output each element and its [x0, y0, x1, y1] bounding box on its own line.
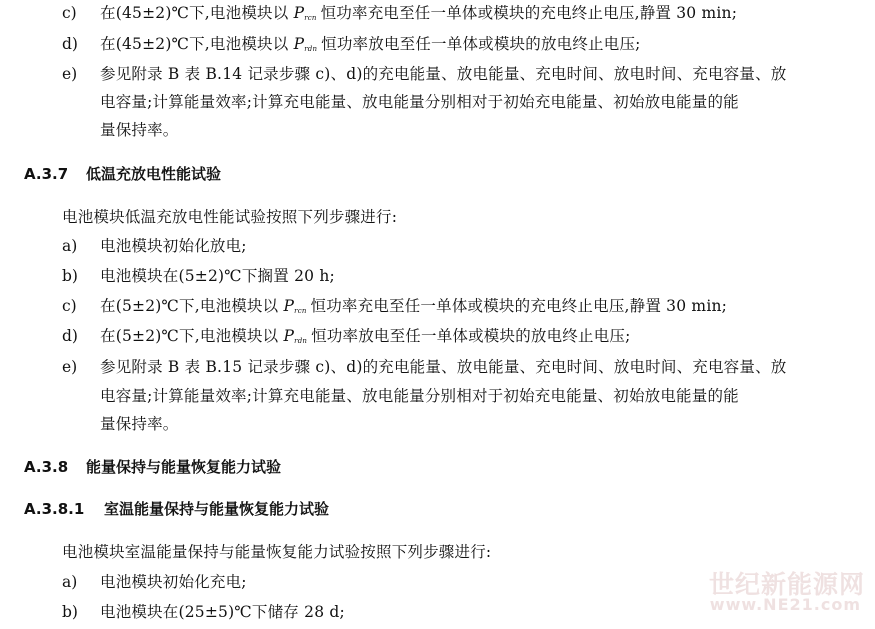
list-text-line: 量保持率。	[100, 121, 179, 139]
section-title: 室温能量保持与能量恢复能力试验	[104, 500, 330, 518]
list-text: 在(45±2)℃下,电池模块以 Prdn 恒功率放电至任一单体或模块的放电终止电压;	[100, 35, 641, 53]
list-marker: a)	[62, 237, 78, 255]
list-marker: e)	[62, 358, 78, 376]
list-marker: c)	[62, 4, 77, 22]
list-text: 电池模块初始化充电;	[100, 573, 247, 591]
list-text: 在(5±2)℃下,电池模块以 Prcn 恒功率充电至任一单体或模块的充电终止电压,静置 30 min;	[100, 297, 728, 315]
section-heading-a38	[24, 456, 281, 478]
list-marker: e)	[62, 65, 78, 83]
watermark-url: www.NE21.com	[709, 595, 861, 614]
list-marker: b)	[62, 267, 78, 285]
section-intro: 电池模块室温能量保持与能量恢复能力试验按照下列步骤进行:	[62, 543, 492, 561]
list-text-line: 电容量;计算能量效率;计算充电能量、放电能量分别相对于初始充电能量、初始放电能量的能	[100, 387, 739, 405]
list-text-line: 电容量;计算能量效率;计算充电能量、放电能量分别相对于初始充电能量、初始放电能量的能	[100, 93, 739, 111]
list-text: 电池模块在(5±2)℃下搁置 20 h;	[100, 267, 335, 285]
section-heading-a37	[24, 163, 221, 185]
list-text: 电池模块在(25±5)℃下储存 28 d;	[100, 603, 345, 621]
list-marker: d)	[62, 35, 78, 53]
section-heading-a381	[24, 498, 329, 520]
section-number: A.3.7	[24, 165, 69, 183]
section-title: 能量保持与能量恢复能力试验	[86, 458, 282, 476]
list-marker: c)	[62, 297, 77, 315]
list-text: 在(45±2)℃下,电池模块以 Prcn 恒功率充电至任一单体或模块的充电终止电压,静置 30 min;	[100, 4, 738, 22]
section-number: A.3.8.1	[24, 500, 85, 518]
list-marker: d)	[62, 327, 78, 345]
section-intro: 电池模块低温充放电性能试验按照下列步骤进行:	[62, 208, 398, 226]
list-text: 在(5±2)℃下,电池模块以 Prdn 恒功率放电至任一单体或模块的放电终止电压;	[100, 327, 631, 345]
list-marker: a)	[62, 573, 78, 591]
list-text-line: 量保持率。	[100, 415, 179, 433]
watermark	[695, 565, 865, 621]
list-marker: b)	[62, 603, 78, 621]
section-number: A.3.8	[24, 458, 69, 476]
list-text-line: 参见附录 B 表 B.15 记录步骤 c)、d)的充电能量、放电能量、充电时间、放电时间、充电容量、放	[100, 358, 787, 376]
watermark-name: 世纪新能源网	[708, 570, 865, 599]
list-text-line: 参见附录 B 表 B.14 记录步骤 c)、d)的充电能量、放电能量、充电时间、放电时间、充电容量、放	[100, 65, 787, 83]
section-title: 低温充放电性能试验	[86, 165, 222, 183]
list-text: 电池模块初始化放电;	[100, 237, 247, 255]
